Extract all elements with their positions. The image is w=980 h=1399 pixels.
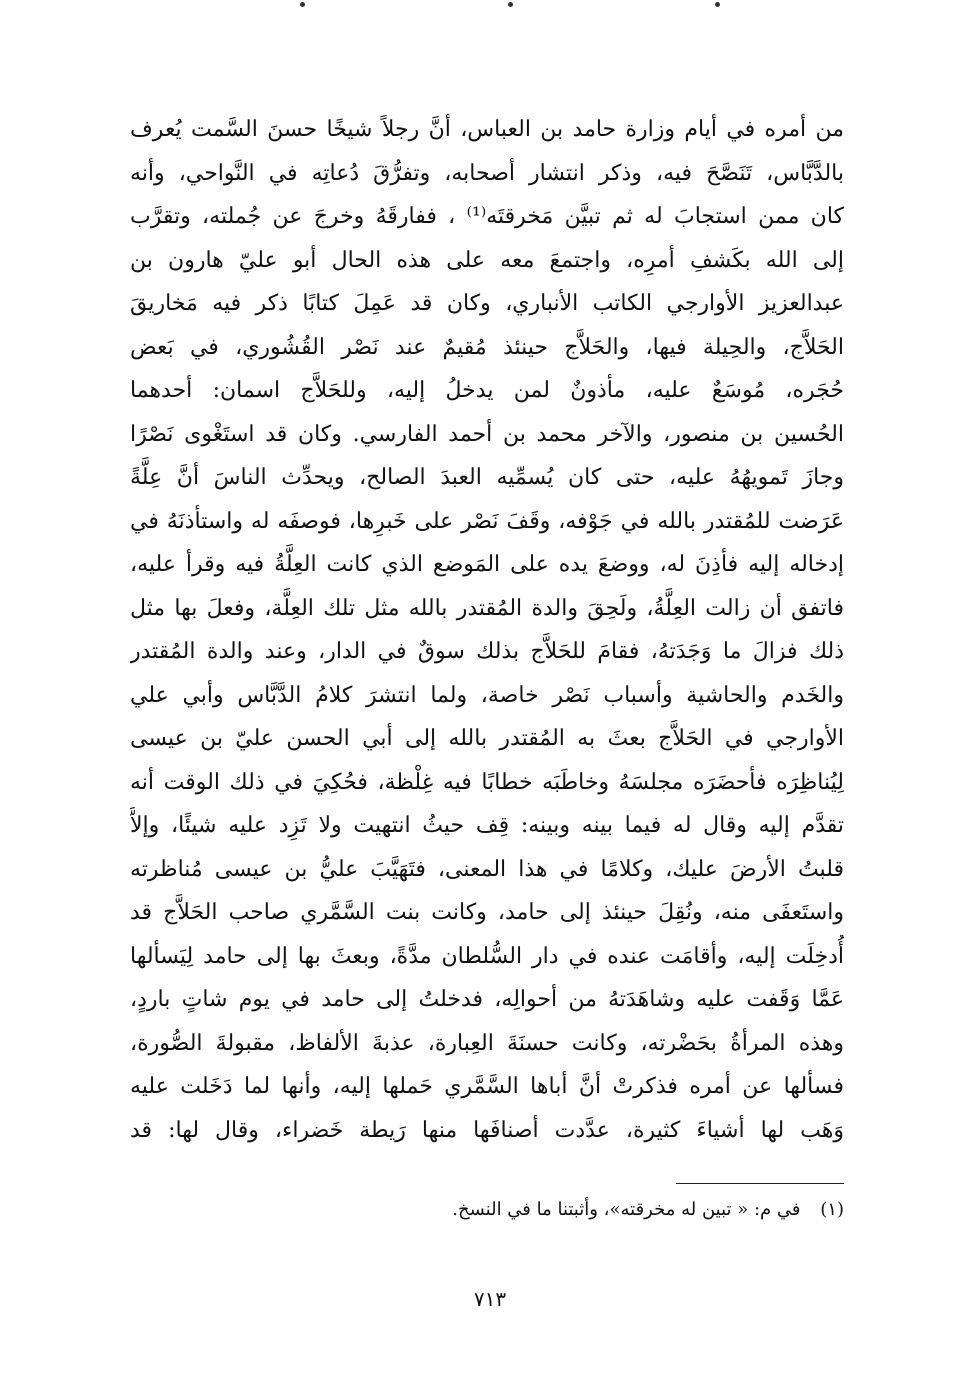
text-line: تقدَّم إليه وقال له فيما بينه وبينه: قِف حيثُ انتهيت ولا تَزِد عليه شيئًا، وإلاَّ [130,813,844,838]
text-line: ذلك فزالَ ما وَجَدَتهُ، فقامَ للحَلاَّج بذلك سوقٌ في الدار، وعند والدة المُقتدر [130,639,844,664]
text-line: عَمَّا وَقَفت عليه وشاهَدَتهُ من أحوالِه، فدخلتُ إلى حامد في يوم شاتٍ باردٍ، [130,987,844,1012]
text-line: عَرَضت للمُقتدر بالله في جَوْفه، وقَفَ نَصْر على خَبرِها، فوصفَه له واستأذنَهُ في [130,508,844,534]
footnote-divider [676,1183,844,1184]
text-line: عبدالعزيز الأوارجي الكاتب الأنباري، وكان قد عَمِلَ كتابًا ذكر فيه مَخاريقَ [130,291,844,316]
text-line: وَهَب لها أشياءَ كثيرة، عدَّدت أصنافَها منها رَيطة خَضراء، وقال لها: قد [130,1117,844,1143]
text-line: الأوارجي في الحَلاَّج بعثَ به المُقتدر بالله إلى أبي الحسن عليّ بن عيسى [130,726,844,751]
text-line: فسألها عن أمره فذكرتْ أنَّ أباها السَّمَّري حَملها إليه، وأنها لما دَخَلت عليه [130,1074,844,1099]
footnote-marker: (١) [820,1199,844,1220]
main-text-block [130,108,844,1152]
text-line: كان ممن استجابَ له ثم تبيَّن مَخرقتَه⁽¹⁾ ، ففارقَهُ وخرجَ عن جُملته، وتقرَّب [130,204,844,229]
text-line: وجازَ تَمويهُهُ عليه، حتى كان يُسمِّيه العبدَ الصالح، ويحدِّث الناسَ أنَّ عِلَّةً [130,465,844,490]
text-line: واستَعفَى منه، ونُقِلَ حينئذ إلى حامد، وكانت بنت السَّمَّري صاحب الحَلاَّج قد [130,900,844,925]
page-number: ٧١٣ [473,1287,507,1311]
text-line: بالدَّبَّاس، تَنَصَّحَ فيه، وذكر انتشار أصحابه، وتفرُّقَ دُعاتِه في النَّواحي، وأنه [130,160,844,186]
text-line: قلبتُ الأرضَ عليك، وكلامًا في هذا المعنى، فتَهَيَّبَ عليُّ بن عيسى مُناظرته [130,856,844,882]
text-line: إلى الله بكَشفِ أمرِه، واجتمعَ معه على هذه الحال أبو عليّ هارون بن [130,247,844,273]
scan-artifact-dots [300,2,720,8]
text-line: الحُسين بن منصور، والآخر محمد بن أحمد الفارسي. وكان قد استَغْوى نَصْرًا [130,421,844,447]
text-line: والخَدم والحاشية وأسباب نَصْر خاصة، ولما انتشرَ كلامُ الدَّبَّاس وأبي علي [130,682,844,708]
text-line: وهذه المرأةُ بحَضْرته، وكانت حسنَةَ العِبارة، عذبةَ الألفاظ، مقبولةَ الصُّورة، [130,1030,844,1056]
text-line: أُدخِلَت إليه، وأقامَت عنده في دار السُّلطان مدَّةً، وبعثَ بها إلى حامد لِيَسألها [130,943,844,969]
text-line: لِيُناظِرَه فأحضَرَه مجلسَهُ وخاطَبَه خطابًا فيه غِلْظة، فحُكِيَ في ذلك الوقت أنه [130,769,844,795]
text-line: فاتفق أن زالت العِلَّةُ، ولَحِقَ والدة المُقتدر بالله مثل تلك العِلَّة، وفعلَ بها مثل [130,595,844,621]
text-line: من أمره في أيام وزارة حامد بن العباس، أنَّ رجلاً شيخًا حسنَ السَّمت يُعرف [130,117,844,142]
footnote-text: في م: « تبين له مخرقته»، وأثبتنا ما في النسخ. [452,1199,801,1220]
text-line: الحَلاَّج، والحِيلة فيها، والحَلاَّج حينئذ مُقيمٌ عند نَصْر القُشُوري، في بَعض [130,334,844,360]
text-line: حُجَره، مُوسَعٌ عليه، مأذونٌ لمن يدخلُ إليه، وللحَلاَّج اسمان: أحدهما [130,378,844,403]
text-line: إدخاله إليه فأذِنَ له، ووضعَ يده على المَوضع الذي كانت العِلَّةُ فيه وقرأ عليه، [130,552,844,577]
footnote [136,1192,844,1228]
